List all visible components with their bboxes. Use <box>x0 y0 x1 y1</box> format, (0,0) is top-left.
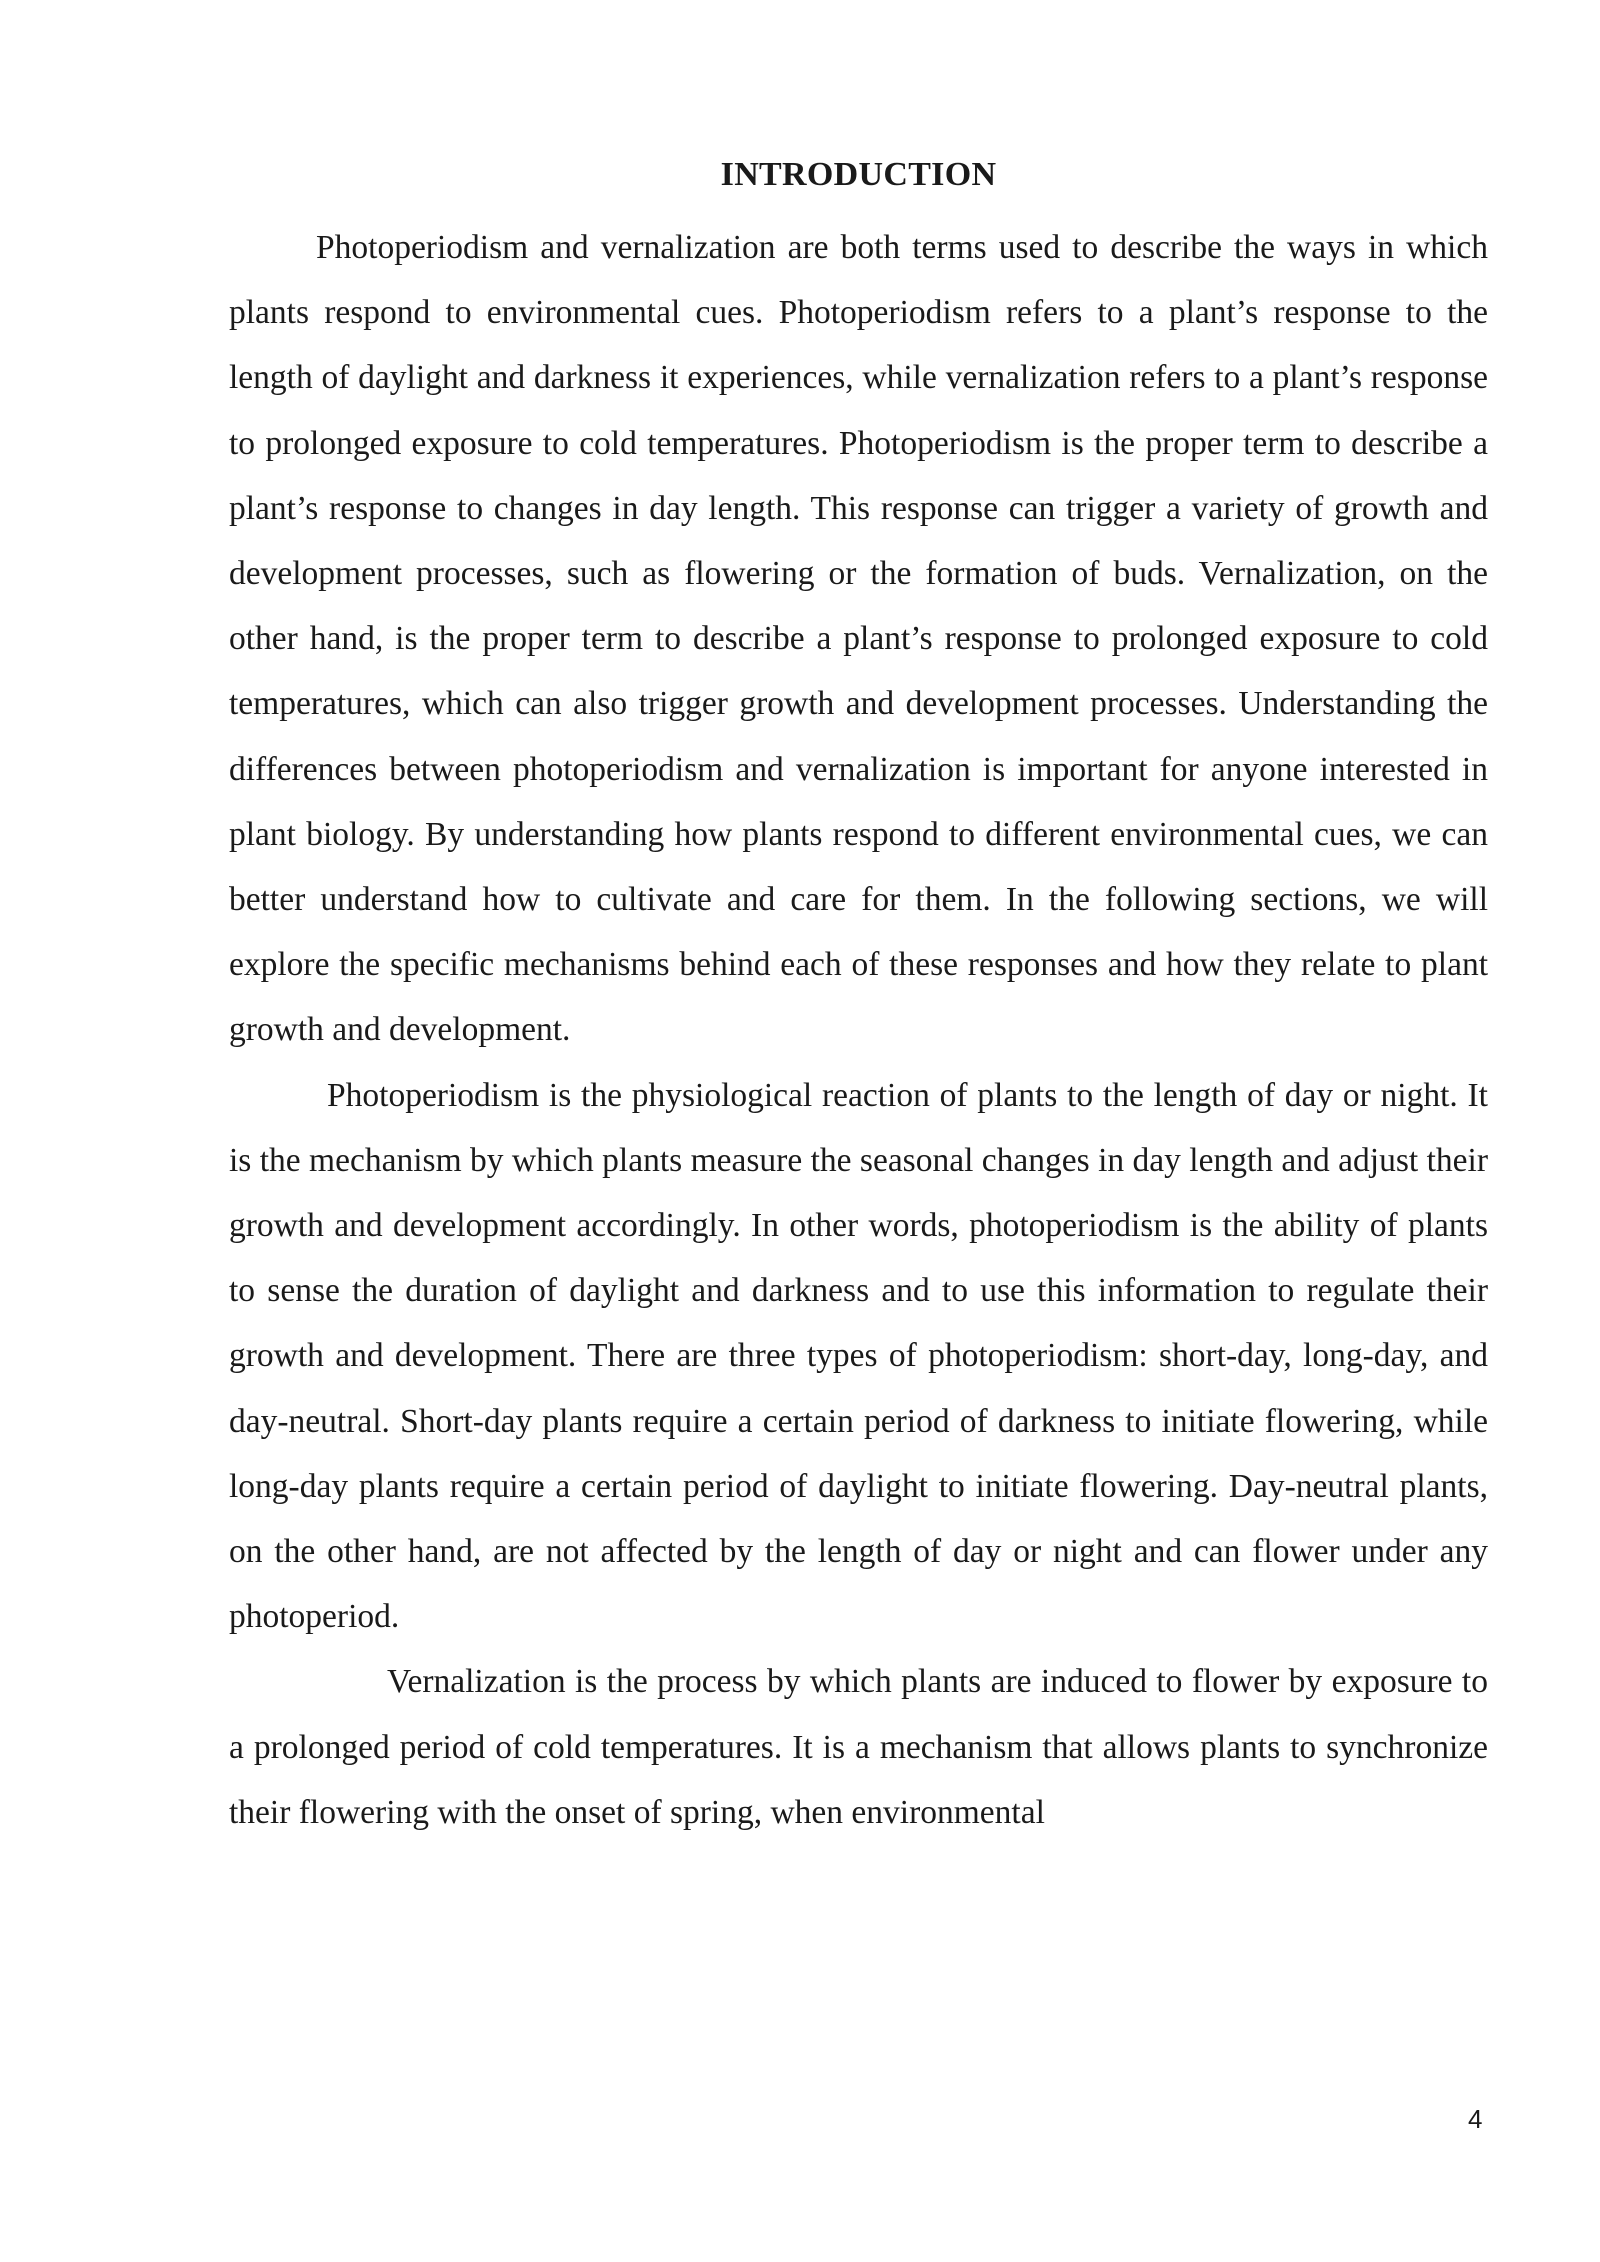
section-heading: INTRODUCTION <box>720 156 997 193</box>
paragraph-introduction: Photoperiodism and vernalization are both terms used to describe the ways in which plants respond to environmental cues. Photoperiodism refers to a plant’s response to the length of daylight and darkness it experiences, while vernalization refers to a plant’s response to prolonged exposure to cold temperatures. Photoperiodism is the proper term to describe a plant’s response to changes in day length. This response can trigger a variety of growth and development processes, such as flowering or the formation of buds. Vernalization, on the other hand, is the proper term to describe a plant’s response to prolonged exposure to cold temperatures, which can also trigger growth and development processes. Understanding the differences between photoperiodism and vernalization is important for anyone interested in plant biology. By understanding how plants respond to different environmental cues, we can better understand how to cultivate and care for them. In the following sections, we will explore the specific mechanisms behind each of these responses and how they relate to plant growth and development. <box>229 229 1488 1049</box>
page-number: 4 <box>1468 2104 1483 2134</box>
paragraph-vernalization: Vernalization is the process by which plants are induced to flower by exposure to a prolonged period of cold temperatures. It is a mechanism that allows plants to synchronize their flowering with the onset of spring, when environmental <box>229 1663 1488 1831</box>
page-body <box>229 148 1488 1845</box>
paragraph-photoperiodism: Photoperiodism is the physiological reaction of plants to the length of day or night. It is the mechanism by which plants measure the seasonal changes in day length and adjust their growth and development accordingly. In other words, photoperiodism is the ability of plants to sense the duration of daylight and darkness and to use this information to regulate their growth and development. There are three types of photoperiodism: short-day, long-day, and day-neutral. Short-day plants require a certain period of darkness to initiate flowering, while long-day plants require a certain period of daylight to initiate flowering. Day-neutral plants, on the other hand, are not affected by the length of day or night and can flower under any photoperiod. <box>229 1076 1488 1636</box>
